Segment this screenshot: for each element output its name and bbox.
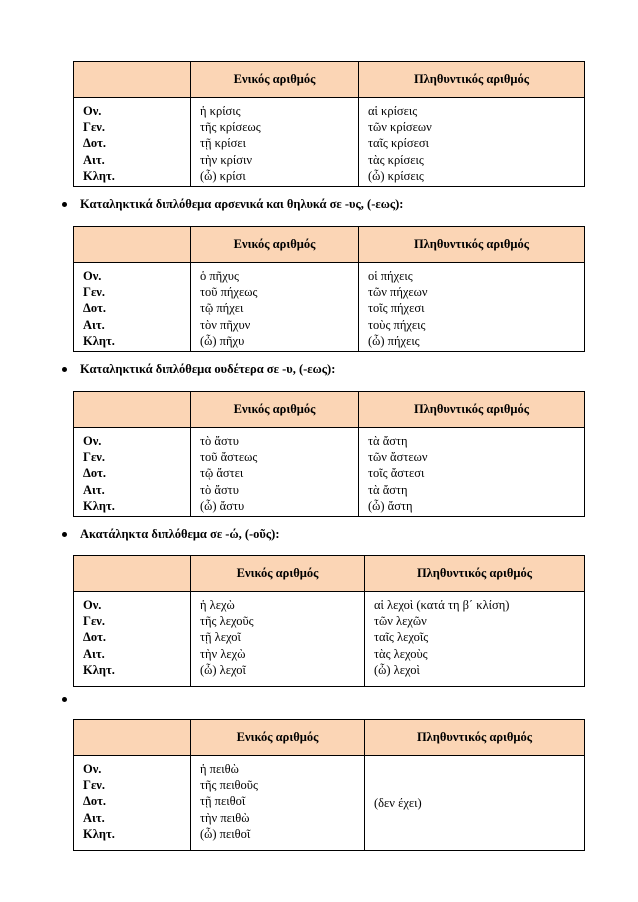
plural-form: τὰ ἄστη bbox=[368, 434, 408, 448]
case-label: Αιτ. bbox=[83, 317, 105, 332]
bullet-heading bbox=[62, 362, 335, 377]
header-corner bbox=[74, 392, 191, 428]
case-label: Αιτ. bbox=[83, 646, 105, 661]
singular-form: τῆς κρίσεως bbox=[200, 120, 261, 135]
cases-column bbox=[74, 263, 191, 352]
singular-form: τῇ λεχοῖ bbox=[200, 630, 241, 645]
declension-table-1 bbox=[73, 61, 585, 187]
plural-form: τὰς κρίσεις bbox=[368, 152, 424, 167]
header-corner bbox=[74, 720, 191, 756]
header-corner bbox=[74, 62, 191, 98]
singular-form: (ὦ) πειθοῖ bbox=[200, 826, 251, 841]
bullet-heading bbox=[62, 197, 403, 212]
declension-table-4 bbox=[73, 555, 585, 687]
plural-column bbox=[359, 428, 585, 517]
case-label: Γεν. bbox=[83, 778, 106, 793]
case-label: Γεν. bbox=[83, 614, 106, 629]
case-label: Γεν. bbox=[83, 450, 106, 465]
plural-form: τῶν πήχεων bbox=[368, 285, 428, 300]
singular-form: τῆς πειθοῦς bbox=[200, 778, 258, 793]
plural-form: ταῖς κρίσεσι bbox=[368, 136, 429, 151]
header-singular: Ενικός αριθμός bbox=[191, 227, 359, 263]
case-label: Ον. bbox=[83, 598, 102, 612]
singular-column bbox=[191, 263, 359, 352]
singular-form: (ὦ) κρίσι bbox=[200, 168, 246, 183]
bullet-icon bbox=[62, 202, 67, 207]
singular-form: τῆς λεχοῦς bbox=[200, 614, 254, 629]
singular-form: (ὦ) λεχοῖ bbox=[200, 662, 246, 677]
case-label: Δοτ. bbox=[83, 301, 106, 316]
cases-column bbox=[74, 592, 191, 687]
plural-column bbox=[359, 263, 585, 352]
plural-note: (δεν έχει) bbox=[374, 795, 422, 810]
bullet-icon bbox=[62, 367, 67, 372]
bullet-text: Ακατάληκτα διπλόθεμα σε -ώ, (-οῦς): bbox=[80, 527, 280, 541]
plural-form: οἱ πήχεις bbox=[368, 269, 413, 283]
case-label: Γεν. bbox=[83, 120, 106, 135]
plural-form: τοῖς ἄστεσι bbox=[368, 466, 425, 481]
plural-form: τοὺς πήχεις bbox=[368, 317, 426, 332]
header-singular: Ενικός αριθμός bbox=[191, 556, 365, 592]
plural-form: τοῖς πήχεσι bbox=[368, 301, 425, 316]
cases-column bbox=[74, 428, 191, 517]
plural-form: (ὦ) ἄστη bbox=[368, 498, 413, 513]
singular-form: τῇ πειθοῖ bbox=[200, 794, 246, 809]
declension-table-2 bbox=[73, 226, 585, 352]
case-label: Ον. bbox=[83, 104, 102, 118]
case-label: Δοτ. bbox=[83, 630, 106, 645]
case-label: Κλητ. bbox=[83, 168, 115, 183]
singular-form: ὁ πῆχυς bbox=[200, 269, 239, 283]
singular-column bbox=[191, 592, 365, 687]
singular-column bbox=[191, 428, 359, 517]
singular-form: ἡ πειθὼ bbox=[200, 762, 239, 776]
singular-form: (ὦ) ἄστυ bbox=[200, 498, 245, 513]
plural-form: ταῖς λεχοῖς bbox=[374, 630, 429, 645]
header-singular: Ενικός αριθμός bbox=[191, 62, 359, 98]
plural-form: τῶν ἄστεων bbox=[368, 450, 428, 465]
plural-form: τῶν κρίσεων bbox=[368, 120, 432, 135]
case-label: Αιτ. bbox=[83, 152, 105, 167]
plural-form: τὰ ἄστη bbox=[368, 482, 408, 497]
singular-form: ἡ λεχὼ bbox=[200, 598, 235, 612]
case-label: Κλητ. bbox=[83, 333, 115, 348]
cases-column bbox=[74, 98, 191, 187]
case-label: Ον. bbox=[83, 434, 102, 448]
bullet-icon bbox=[62, 697, 67, 702]
plural-column bbox=[365, 592, 585, 687]
case-label: Αιτ. bbox=[83, 810, 105, 825]
plural-column bbox=[365, 756, 585, 851]
singular-form: τὸν πῆχυν bbox=[200, 317, 251, 332]
singular-form: τοῦ πήχεως bbox=[200, 285, 258, 300]
case-label: Ον. bbox=[83, 269, 102, 283]
case-label: Κλητ. bbox=[83, 662, 115, 677]
case-label: Δοτ. bbox=[83, 466, 106, 481]
singular-column bbox=[191, 98, 359, 187]
plural-form: τῶν λεχῶν bbox=[374, 614, 427, 629]
plural-form: (ὦ) κρίσεις bbox=[368, 168, 424, 183]
singular-form: τὸ ἄστυ bbox=[200, 434, 239, 448]
bullet-text: Καταληκτικά διπλόθεμα ουδέτερα σε -υ, (-εως): bbox=[80, 362, 336, 376]
declension-table-3 bbox=[73, 391, 585, 517]
plural-form: τὰς λεχοὺς bbox=[374, 646, 428, 661]
header-corner bbox=[74, 556, 191, 592]
case-label: Δοτ. bbox=[83, 794, 106, 809]
case-label: Αιτ. bbox=[83, 482, 105, 497]
plural-form: αἱ λεχοὶ (κατά τη β΄ κλίση) bbox=[374, 598, 510, 612]
case-label: Κλητ. bbox=[83, 498, 115, 513]
singular-form: τὸ ἄστυ bbox=[200, 482, 239, 497]
cases-column bbox=[74, 756, 191, 851]
singular-column bbox=[191, 756, 365, 851]
bullet-text: Καταληκτικά διπλόθεμα αρσενικά και θηλυκά σε -υς, (-εως): bbox=[80, 197, 404, 211]
singular-form: τὴν λεχὼ bbox=[200, 646, 246, 661]
bullet-heading bbox=[62, 692, 80, 707]
singular-form: τῇ κρίσει bbox=[200, 136, 246, 151]
header-singular: Ενικός αριθμός bbox=[191, 392, 359, 428]
header-corner bbox=[74, 227, 191, 263]
bullet-icon bbox=[62, 532, 67, 537]
plural-form: (ὦ) πήχεις bbox=[368, 333, 420, 348]
singular-form: τὴν κρίσιν bbox=[200, 152, 252, 167]
header-plural: Πληθυντικός αριθμός bbox=[359, 227, 585, 263]
singular-form: τὴν πειθὼ bbox=[200, 810, 250, 825]
header-plural: Πληθυντικός αριθμός bbox=[365, 556, 585, 592]
header-plural: Πληθυντικός αριθμός bbox=[359, 62, 585, 98]
declension-table-5 bbox=[73, 719, 585, 851]
case-label: Ον. bbox=[83, 762, 102, 776]
case-label: Γεν. bbox=[83, 285, 106, 300]
header-singular: Ενικός αριθμός bbox=[191, 720, 365, 756]
plural-column bbox=[359, 98, 585, 187]
plural-form: αἱ κρίσεις bbox=[368, 104, 418, 118]
bullet-heading bbox=[62, 527, 280, 542]
header-plural: Πληθυντικός αριθμός bbox=[365, 720, 585, 756]
singular-form: ἡ κρίσις bbox=[200, 104, 241, 118]
singular-form: τοῦ ἄστεως bbox=[200, 450, 258, 465]
header-plural: Πληθυντικός αριθμός bbox=[359, 392, 585, 428]
case-label: Δοτ. bbox=[83, 136, 106, 151]
singular-form: τῷ πήχει bbox=[200, 301, 244, 316]
case-label: Κλητ. bbox=[83, 826, 115, 841]
singular-form: (ὦ) πῆχυ bbox=[200, 333, 245, 348]
plural-form: (ὦ) λεχοὶ bbox=[374, 662, 420, 677]
singular-form: τῷ ἄστει bbox=[200, 466, 244, 481]
